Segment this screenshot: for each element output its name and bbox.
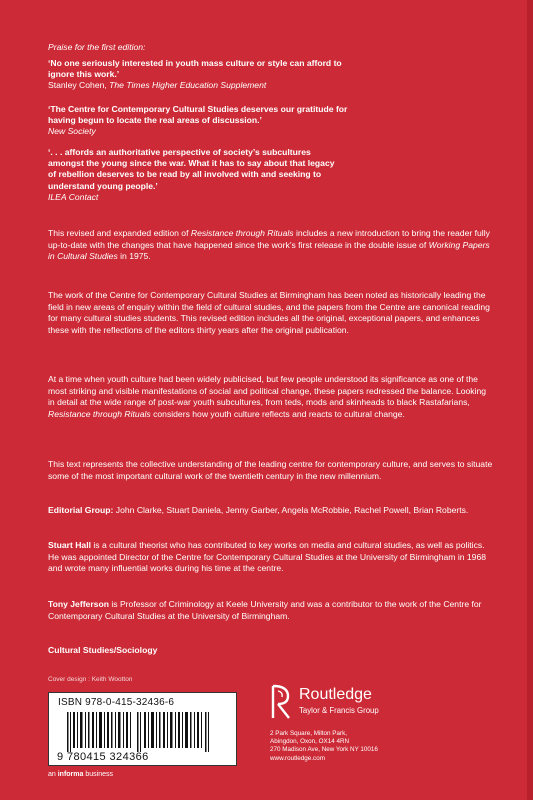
quote-source: Stanley Cohen, The Times Higher Education Supplement xyxy=(48,80,267,91)
quote-1 xyxy=(48,58,488,92)
publisher-address: 2 Park Square, Milton Park, Abingdon, Oxon, OX14 4RN 270 Madison Ave, New York NY 10016 www.routledge.com xyxy=(270,730,378,762)
praise-heading: Praise for the first edition: xyxy=(48,42,146,52)
editorial-group: Editorial Group: John Clarke, Stuart Daniela, Jenny Garber, Angela McRobbie, Rachel Powell, Brian Roberts. xyxy=(48,505,469,515)
publisher-group: Taylor & Francis Group xyxy=(299,706,379,715)
quote-source: ILEA Contact xyxy=(48,191,99,202)
editorial-label: Editorial Group: xyxy=(48,505,114,515)
quote-source: New Society xyxy=(48,126,96,137)
routledge-logo-icon xyxy=(270,684,292,720)
cover-design-credit: Cover design : Keith Wootton xyxy=(48,676,133,683)
author-bio-hall: Stuart Hall is a cultural theorist who has contributed to key works on media and cultural studies, as well as politics. He was appointed Director of the Centre for Contemporary Cultural Studies at the University of Birmingham in 1968 and wrote many influential works during his time at the centre. xyxy=(48,540,487,574)
isbn-text: ISBN 978-0-415-32436-6 xyxy=(58,697,175,708)
description-paragraph-4: This text represents the collective understanding of the leading centre for contemporary culture, and serves to situate some of the most important cultural work of the twentieth century in the new millennium. xyxy=(48,459,493,481)
description-paragraph-2: The work of the Centre for Contemporary Cultural Studies at Birmingham has been noted as historically leading the field in new areas of enquiry within the field of cultural studies, and the papers from the Centre are canonical reading for many cultural studies students. This revised edition includes all the original, exceptional papers, and enhances these with the reflections of the editors thirty years after the original publication. xyxy=(48,290,490,335)
description-paragraph-1: This revised and expanded edition of Resistance through Rituals includes a new introduction to bring the reader fully up-to-date with the changes that have happened since the work’s first release in the double issue of Working Papers in Cultural Studies in 1975. xyxy=(48,228,490,262)
isbn-barcode-box xyxy=(48,692,237,766)
description-paragraph-3: At a time when youth culture had been widely publicised, but few people understood its significance as one of the most striking and visible manifestations of social and political change, these papers redressed the balance. Looking in detail at the wide range of post-war youth subcultures, from teds, mods and skinheads to black Rastafarians, Resistance through Rituals considers how youth culture reflects and reacts to cultural change. xyxy=(48,374,487,419)
author-name: Stuart Hall xyxy=(48,540,91,550)
spine-edge xyxy=(527,0,533,800)
quote-text: ‘. . . affords an authoritative perspective of society’s subcultures amongst the young since the war. What it has to say about that legacy of rebellion deserves to be read by all involved with and seeking to understand young people.’ xyxy=(48,147,335,191)
category-label: Cultural Studies/Sociology xyxy=(48,645,158,655)
barcode-graphic xyxy=(67,712,219,752)
quote-text: ‘The Centre for Contemporary Cultural Studies deserves our gratitude for having begun to locate the real areas of discussion.’ xyxy=(48,104,348,126)
author-bio-jefferson: Tony Jefferson is Professor of Criminology at Keele University and was a contributor to the work of the Centre for Contemporary Cultural Studies at the University of Birmingham. xyxy=(48,599,482,621)
informa-tagline: an informa business xyxy=(48,771,113,778)
quote-3 xyxy=(48,147,488,203)
quote-2 xyxy=(48,104,488,138)
barcode-digits: 9 780415 324366 xyxy=(57,751,149,763)
quote-text: ‘No one seriously interested in youth mass culture or style can afford to ignore this work.’ xyxy=(48,58,342,80)
author-name: Tony Jefferson xyxy=(48,599,109,609)
publisher-name: Routledge xyxy=(299,686,372,703)
